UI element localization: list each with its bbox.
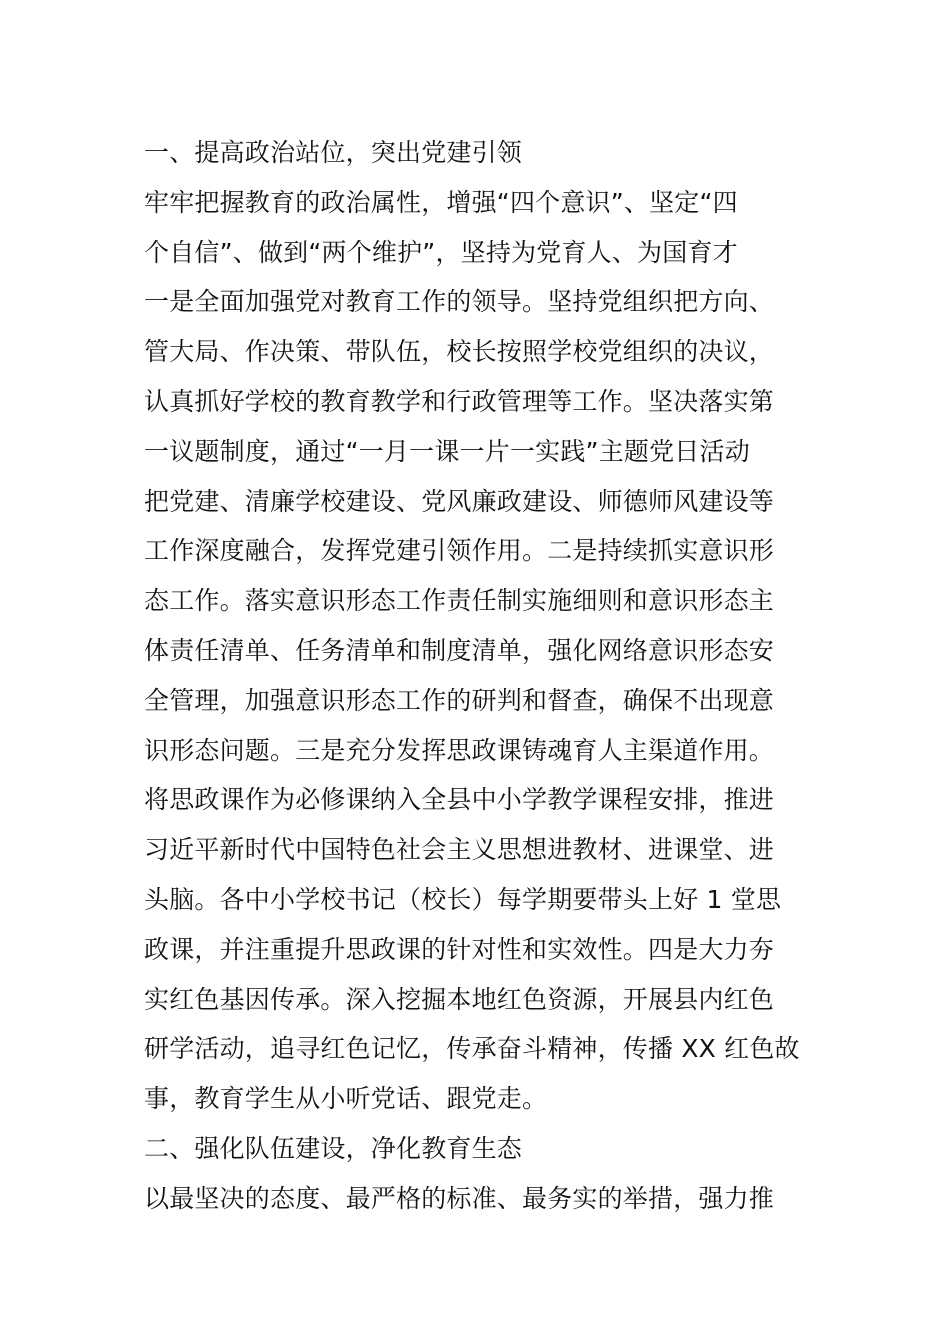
paragraph-line: 事，教育学生从小听党话、跟党走。 bbox=[144, 1084, 548, 1114]
paragraph-line: 识形态问题。三是充分发挥思政课铸魂育人主渠道作用。 bbox=[144, 735, 775, 765]
paragraph-line: 牢牢把握教育的政治属性，增强“四个意识”、坚定“四 bbox=[144, 187, 738, 217]
paragraph-line: 态工作。落实意识形态工作责任制实施细则和意识形态主 bbox=[144, 586, 775, 616]
paragraph-line: 把党建、清廉学校建设、党风廉政建设、师德师风建设等 bbox=[144, 486, 775, 516]
paragraph-line: 实红色基因传承。深入挖掘本地红色资源，开展县内红色 bbox=[144, 984, 775, 1014]
paragraph-line: 体责任清单、任务清单和制度清单，强化网络意识形态安 bbox=[144, 635, 775, 665]
paragraph-line: 全管理，加强意识形态工作的研判和督查，确保不出现意 bbox=[144, 685, 775, 715]
section-heading-1: 一、提高政治站位，突出党建引领 bbox=[144, 138, 523, 167]
paragraph-line: 以最坚决的态度、最严格的标准、最务实的举措，强力推 bbox=[144, 1183, 775, 1213]
paragraph-line: 研学活动，追寻红色记忆，传承奋斗精神，传播 XX 红色故 bbox=[144, 1034, 800, 1064]
paragraph-line: 头脑。各中小学校书记（校长）每学期要带头上好 1 堂思 bbox=[144, 884, 782, 914]
paragraph-line: 习近平新时代中国特色社会主义思想进教材、进课堂、进 bbox=[144, 835, 775, 865]
paragraph-line: 个自信”、做到“两个维护”，坚持为党育人、为国育才 bbox=[144, 237, 738, 267]
paragraph-line: 认真抓好学校的教育教学和行政管理等工作。坚决落实第 bbox=[144, 386, 775, 416]
document-body bbox=[144, 128, 816, 1224]
paragraph-line: 一议题制度，通过“一月一课一片一实践”主题党日活动 bbox=[144, 436, 750, 466]
paragraph-line: 将思政课作为必修课纳入全县中小学教学课程安排，推进 bbox=[144, 785, 775, 815]
paragraph-line: 工作深度融合，发挥党建引领作用。二是持续抓实意识形 bbox=[144, 536, 775, 566]
section-heading-2: 二、强化队伍建设，净化教育生态 bbox=[144, 1133, 523, 1163]
paragraph-line: 一是全面加强党对教育工作的领导。坚持党组织把方向、 bbox=[144, 287, 775, 317]
paragraph-line: 管大局、作决策、带队伍，校长按照学校党组织的决议， bbox=[144, 337, 775, 367]
paragraph-line: 政课，并注重提升思政课的针对性和实效性。四是大力夯 bbox=[144, 934, 775, 964]
